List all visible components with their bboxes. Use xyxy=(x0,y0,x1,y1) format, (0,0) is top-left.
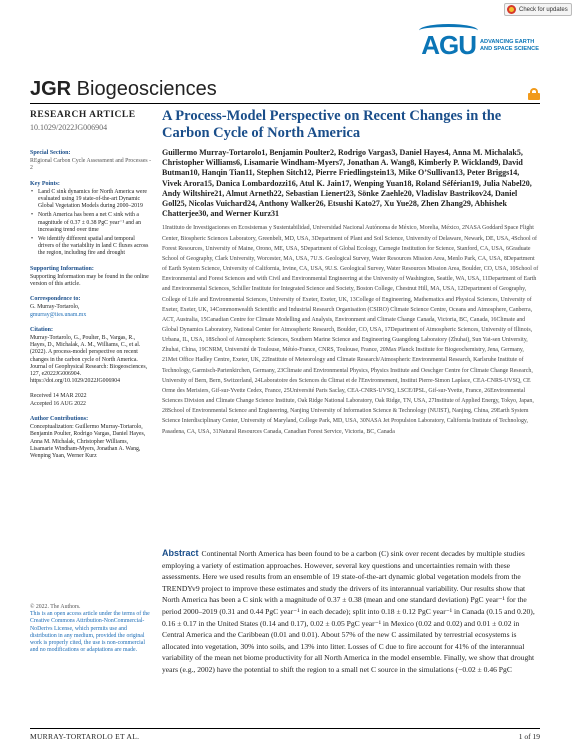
received-date: Received 14 MAR 2022 xyxy=(30,393,87,400)
footer-divider xyxy=(30,728,540,729)
correspondence-heading: Correspondence to: xyxy=(30,296,81,303)
supporting-information xyxy=(30,266,152,289)
check-updates-label: Check for updates xyxy=(519,6,568,13)
main-content xyxy=(162,108,540,437)
key-point-item: • Land C sink dynamics for North America were evaluated using 19 state-of-the-art Dynamic Global Vegetation Models during 2000–2019 xyxy=(30,189,152,211)
citation-heading: Citation: xyxy=(30,326,53,333)
journal-prefix: JGR xyxy=(30,78,72,100)
check-for-updates-button[interactable] xyxy=(504,3,572,16)
license-block xyxy=(30,604,150,654)
abstract xyxy=(162,548,540,676)
sidebar xyxy=(30,150,152,468)
license-text[interactable]: This is an open access article under the terms of the Creative Commons Attribution-NonCommercial-NoDerivs License, which permits use and distribution in any medium, provided the original work is properly cited, the use is non-commercial and no modifications or adaptations are made. xyxy=(30,611,150,654)
article-type: RESEARCH ARTICLE xyxy=(30,110,136,120)
agu-logo-mark: AGU xyxy=(421,30,476,60)
accepted-date: Accepted 16 AUG 2022 xyxy=(30,400,86,407)
supporting-heading: Supporting Information: xyxy=(30,265,94,272)
agu-tagline: ADVANCING EARTH AND SPACE SCIENCE xyxy=(480,39,539,52)
agu-logo xyxy=(421,30,540,61)
author-list: Guillermo Murray-Tortarolo1, Benjamin Poulter2, Rodrigo Vargas3, Daniel Hayes4, Anna M. Michalak5, Christopher Williams6, Lisamarie Windham-Myers7, Jonathan A. Wang8, Kimberly P. Wickland9, David Butman10, Hanqin Tian11, Stephen Sitch12, Pierre Friedlingstein13, Mike O’Sullivan13, Peter Briggs14, Vivek Arora15, Danica Lombardozzi16, Atul K. Jain17, Wenping Yuan18, Roland Séférian19, Julia Nabel20, Andy Wiltshire21, Almut Arneth22, Sebastian Lienert23, Sönke Zaehle20, Vladislav Bastrikov24, Daniel Goll25, Nicolas Vuichard24, Anthony Walker26, Etsushi Kato27, Xu Yue28, Zhen Zhang29, Abhishek Chatterjee30, and Werner Kurz31 xyxy=(162,148,532,219)
article-title: A Process-Model Perspective on Recent Changes in the Carbon Cycle of North America xyxy=(162,108,502,141)
author-contributions xyxy=(30,416,152,460)
key-points-heading: Key Points: xyxy=(30,180,60,187)
running-author: MURRAY-TORTAROLO ET AL. xyxy=(30,732,140,741)
crossmark-icon xyxy=(507,5,516,14)
article-doi[interactable]: 10.1029/2022JG006904 xyxy=(30,123,108,132)
dates xyxy=(30,393,152,407)
journal-title: Biogeosciences xyxy=(71,78,217,100)
supporting-text: Supporting Information may be found in the online version of this article. xyxy=(30,273,149,288)
correspondence xyxy=(30,296,152,319)
key-points xyxy=(30,181,152,258)
abstract-text: Continental North America has been found to be a carbon (C) sink over recent decades by multiple studies employing a variety of estimation approaches. However, several key questions and uncertainties remain with these assessments. Here we used results from an ensemble of 19 state-of-the-art dynamic global vegetation models from the TRENDYv9 project to improve these estimates and study the drivers of its interannual variability. Our results show that North America has been a C sink with a magnitude of 0.37 ± 0.38 (mean and one standard deviation) PgC year⁻¹ for the period 2000–2019 (0.31 and 0.44 PgC year⁻¹ in each decade); split into 0.18 ± 0.12 PgC year⁻¹ in Canada (0.15 and 0.20), 0.16 ± 0.17 in the United States (0.14 and 0.17), 0.02 ± 0.05 PgC year⁻¹ in Mexico (0.02 and 0.02) and 0.01 ± 0.02 in Central America and the Caribbean (0.01 and 0.01). About 57% of the new C assimilated by terrestrial ecosystems is allocated into vegetation, 30% into soils, and 13% into litter. Losses of C due to fire account for 41% of the interannual variability of the mean net biome productivity for all North America in the model ensemble. Finally, we show that drought years (e.g., 2002) have the potential to shift the region to a small net C source in the simulations (−0.02 ± 0.46 PgC xyxy=(162,549,535,674)
special-section xyxy=(30,150,152,173)
citation xyxy=(30,327,152,386)
key-point-item: • North America has been a net C sink with a magnitude of 0.37 ± 0.38 PgC year⁻¹ and an increasing trend over time xyxy=(30,212,152,234)
abstract-label: Abstract xyxy=(162,548,199,558)
journal-name xyxy=(30,78,217,101)
affiliations: 1Instituto de Investigaciones en Ecosistemas y Sustentabilidad, Universidad Nacional Autónoma de México, Morelia, México, 2NASA Goddard Space Flight Center, Biospheric Sciences Laboratory, Greenbelt, MD, USA, 3Department of Plant and Soil Science, University of Delaware, Newark, DE, USA, 4School of Forest Resources, University of Maine, Orono, ME, USA, 5Department of Global Ecology, Carnegie Institution for Science, Stanford, CA, USA, 6Graduate School of Geography, Clark University, Worcester, MA, USA, 7U.S. Geological Survey, Water Resources Mission Area, Menlo Park, CA, USA, 8Department of Earth System Science, University of California, Irvine, CA, USA, 9U.S. Geological Survey, Water Resources Mission Area, Boulder, CO, USA, 10School of Environmental and Forest Sciences and with Civil and Environmental Engineering at the University of Washington, Seattle, WA, USA, 11Department of Earth and Environmental Sciences, Schiller Institute for Integrated Science and Society, Boston College, Chestnut Hill, MA, USA, 12Department of Geography, College of Life and Environmental Sciences, University of Exeter, Exeter, UK, 13College of Engineering, Mathematics and Physical Sciences, University of Exeter, Exeter, UK, 14Commonwealth Scientific and Industrial Research Organisation (CSIRO) Climate Science Centre, Oceans and Atmosphere, Canberra, ACT, Australia, 15Canadian Centre for Climate Modelling and Analysis, Environment and Climate Change Canada, Victoria, BC, Canada, 16Climate and Global Dynamics Laboratory, National Center for Atmospheric Research, Boulder, CO, USA, 17Department of Atmospheric Sciences, University of Illinois, Urbana, IL, USA, 18School of Atmospheric Sciences, Southern Marine Science and Engineering Guangdong Laboratory (Zhuhai), Sun Yat-sen University, Zhuhai, China, 19CNRM, Université de Toulouse, Météo-France, CNRS, Toulouse, France, 20Max Planck Institute for Biogeochemistry, Jena, Germany, 21Met Office Hadley Centre, Exeter, UK, 22Institute of Meteorology and Climate Research/Atmospheric Environmental Research, Karlsruhe Institute of Technology, Garmisch-Partenkirchen, Germany, 23Climate and Environmental Physics, Physics Institute and Oeschger Centre for Climate Change Research, University of Bern, Bern, Switzerland, 24Laboratoire des Sciences du Climat et de l'Environnement, Institut Pierre-Simon Laplace, CEA-CNRS-UVSQ, CE Orme des Merisiers, Gif-sur-Yvette Cedex, France, 25Université Paris Saclay, CEA-CNRS-UVSQ, LSCE/IPSL, Gif-sur-Yvette, France, 26Environmental Sciences Division and Climate Change Science Institute, Oak Ridge National Laboratory, Oak Ridge, TN, USA, 27Institute of Applied Energy, Tokyo, Japan, 28School of Environmental Science and Engineering, Nanjing University of Information Science & Technology (NUIST), Nanjing, China, 29Earth System Science Interdisciplinary Center, University of Maryland, College Park, MD, USA, 30NASA Jet Propulsion Laboratory, California Institute of Technology, Pasadena, CA, USA, 31Natural Resources Canada, Canadian Forest Service, Victoria, BC, Canada xyxy=(162,225,539,435)
header-divider xyxy=(30,103,540,104)
open-access-lock-icon xyxy=(528,88,540,100)
special-section-text: REgional Carbon Cycle Assessment and Processes - 2 xyxy=(30,158,152,172)
contributions-text: Conceptualization: Guillermo Murray-Tortarolo, Benjamin Poulter, Rodrigo Vargas, Daniel Hayes, Anna M. Michalak, Christopher Williams, Lisamarie Windham-Myers, Jonathan A. Wang, Wenping Yuan, Werner Kurz xyxy=(30,424,146,459)
key-point-item: • We identify different spatial and temporal drivers of the variability in land C fluxes across the region, including fire and drought xyxy=(30,236,152,258)
special-section-heading: Special Section: xyxy=(30,150,71,156)
page-number: 1 of 19 xyxy=(518,732,540,741)
citation-text: Murray-Tortarolo, G., Poulter, B., Vargas, R., Hayes, D., Michalak, A. M., Williams, C., et al. (2022). A process-model perspective on recent changes in the carbon cycle of North America. Journal of Geophysical Research: Biogeosciences, 127, e2022JG006904. https://doi.org/10.1029/2022JG006904 xyxy=(30,335,148,385)
correspondence-name: G. Murray-Tortarolo, xyxy=(30,304,80,311)
contributions-heading: Author Contributions: xyxy=(30,415,89,422)
correspondence-email-link[interactable]: gmurray@iies.unam.mx xyxy=(30,311,87,318)
license-copyright: © 2022. The Authors. xyxy=(30,604,81,610)
